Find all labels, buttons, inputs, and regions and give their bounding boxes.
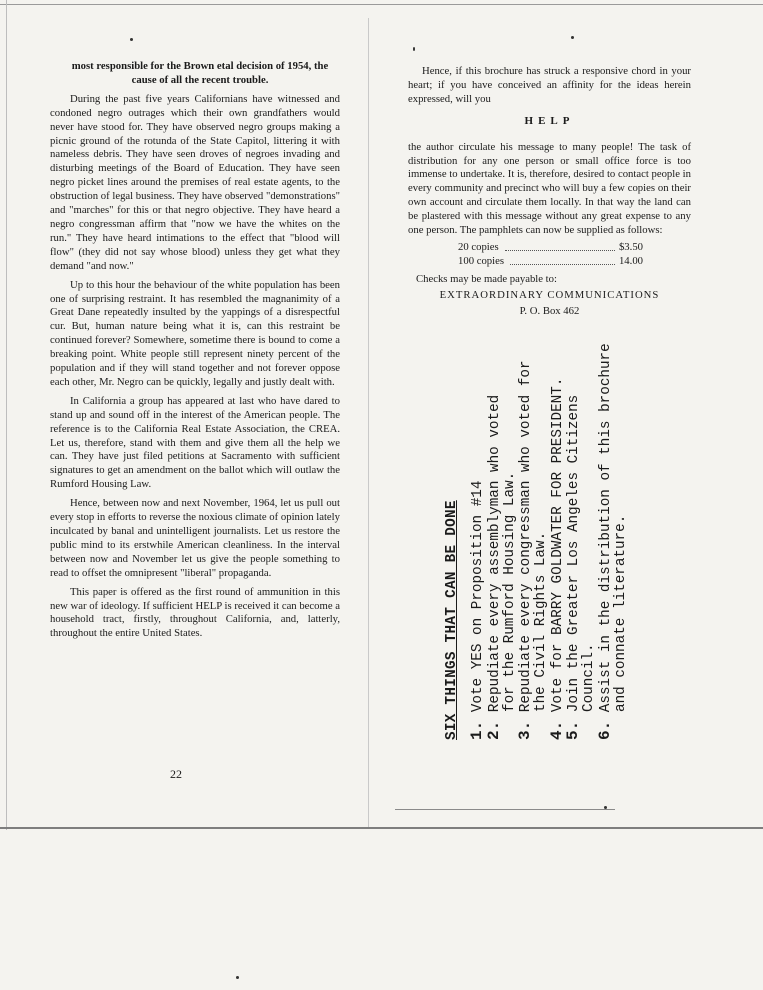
lead-paragraph: most responsible for the Brown etal decision of 1954, the cause of all the recent trouble. bbox=[71, 60, 329, 86]
list-item bbox=[595, 340, 614, 740]
right-column bbox=[408, 65, 691, 319]
item-number: 5. bbox=[564, 720, 583, 740]
list-item-continuation bbox=[614, 340, 629, 740]
item-text: Assist in the distribution of this brochure bbox=[597, 343, 614, 713]
item-number: 3. bbox=[516, 720, 535, 740]
help-heading: HELP bbox=[524, 114, 575, 127]
bottom-short-rule bbox=[395, 809, 615, 810]
item-text-continued: and connate literature. bbox=[612, 514, 629, 712]
item-text-continued: the Civil Rights Law. bbox=[533, 531, 550, 712]
distribution-paragraph: the author circulate his message to many people! The task of distribution for any one person or small office force is too immense to undertake. It is, therefore, desired to contact people in every community and precinct who will buy a few copies on their own account and circulate them locally. In that way the land can be plastered with this message without any great expense to any one person. The pamphlets can now be supplied as follows: bbox=[408, 140, 691, 237]
left-edge-rule bbox=[6, 0, 7, 830]
six-things-list bbox=[445, 340, 745, 740]
paragraph-november: Hence, between now and next November, 1964, let us pull out every stop in efforts to reverse the noxious climate of opinion lately inculcated by banal and unintelligent journalists. Let us restore the public mind to its erstwhile American cleanliness. In the interval between now and November let us give the people something to read to offset the omnipresent "liberal" propaganda. bbox=[50, 497, 340, 579]
item-text-continued: for the Rumford Housing Law. bbox=[501, 471, 518, 712]
price-row bbox=[458, 255, 643, 269]
item-number: 1. bbox=[468, 720, 487, 740]
item-text: Repudiate every congressman who voted for bbox=[518, 360, 535, 713]
leader-dots bbox=[510, 255, 615, 265]
price-value: $3.50 bbox=[618, 240, 643, 253]
intro-paragraph: Hence, if this brochure has struck a responsive chord in your heart; if you have conceived an affinity for the ideas herein expressed, will you bbox=[408, 65, 691, 105]
price-value: 14.00 bbox=[618, 254, 643, 267]
center-fold-rule bbox=[368, 18, 369, 828]
bottom-edge-rule bbox=[0, 827, 763, 829]
left-column bbox=[50, 60, 340, 646]
price-row bbox=[458, 241, 643, 255]
paragraph-crea: In California a group has appeared at last who have dared to stand up and sound off in the interest of the American people. The reference is to the California Real Estate Association, the CREA. Let us, therefore, stand with them and give them all the help we can. They have just filed petitions at Sacramento with sufficient signatures to get an amendment on the ballot which will outlaw the Rumford Housing Law. bbox=[50, 394, 340, 491]
item-text: Vote for BARRY GOLDWATER FOR PRESIDENT. bbox=[549, 377, 566, 713]
item-text: Vote YES on Proposition #14 bbox=[470, 480, 487, 713]
item-text-continued: Council. bbox=[581, 643, 598, 712]
scan-speck bbox=[604, 806, 607, 809]
price-label: 20 copies bbox=[458, 240, 499, 253]
item-number: 2. bbox=[484, 720, 503, 740]
list-item bbox=[484, 340, 503, 740]
page-number: 22 bbox=[170, 767, 182, 781]
price-label: 100 copies bbox=[458, 254, 505, 267]
organization-name: EXTRAORDINARY COMMUNICATIONS bbox=[439, 288, 660, 301]
price-list bbox=[458, 241, 643, 269]
checks-note: Checks may be made payable to: bbox=[416, 272, 557, 285]
list-item bbox=[470, 340, 486, 740]
item-text: Join the Greater Los Angeles Citizens bbox=[566, 394, 583, 713]
paragraph-ammunition: This paper is offered as the first round of ammunition in this new war of ideology. If sufficient HELP is received it can become a household tract, firstly, throughout California, and, latterly, throughout the entire United States. bbox=[50, 585, 340, 640]
scan-speck bbox=[571, 36, 574, 39]
scan-speck bbox=[130, 38, 133, 41]
paragraph-restraint: Up to this hour the behaviour of the white population has been one of surprising restraint. It has resembled the magnanimity of a Great Dane repeatedly insulted by the yappings of a disrespectful cur. But, human nature being what it is, can this restraint be continued forever? Somewhere, sometime there is bound to come a breaking point. White people still represent ninety percent of the population and if they will stand together and not forever oppose each other, Mr. Negro can be quickly, legally and justly dealt with. bbox=[50, 278, 340, 388]
list-item-continuation bbox=[503, 340, 518, 740]
scan-speck bbox=[236, 976, 239, 979]
scan-speck bbox=[413, 47, 415, 51]
po-box: P. O. Box 462 bbox=[519, 304, 580, 317]
list-item-continuation bbox=[582, 340, 597, 740]
list-item bbox=[547, 340, 566, 740]
item-number: 6. bbox=[595, 720, 614, 740]
paragraph-outrages: During the past five years Californians have witnessed and condoned negro outrages which their own grandfathers would never have stood for. They have observed negro groups making a picnic ground of the rotunda of the State Capitol, littering it with nameless debris. They have seen droves of negroes invading and disturbing meetings of the Board of Education. They have seen negro picket lines around the premises of real estate agents, to the obstruction of legal business. They have observed "demonstrations" and "marches" for this or that negro objective. They have heard a negro congressman affirm that "now we have the whites on the run." They have heard intimations to the effect that "blood will flow" (they did not say whose blood) unless they get what they demand "and now." bbox=[50, 92, 340, 272]
item-text: Repudiate every assemblyman who voted bbox=[486, 394, 503, 713]
list-item bbox=[566, 340, 582, 740]
top-edge-rule bbox=[0, 4, 763, 5]
leader-dots bbox=[505, 241, 615, 251]
six-things-title: SIX THINGS THAT CAN BE DONE bbox=[444, 500, 460, 740]
list-item bbox=[518, 340, 534, 740]
list-item-continuation bbox=[534, 340, 549, 740]
item-number: 4. bbox=[547, 720, 566, 740]
